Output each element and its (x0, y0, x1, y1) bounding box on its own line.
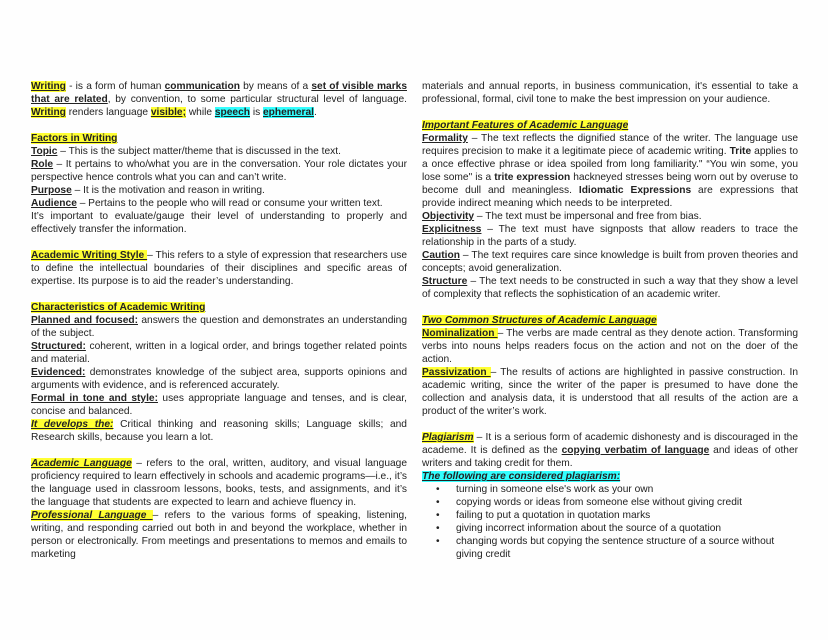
feature-explicitness: Explicitness – The text must have signposts that allow readers to trace the relationship in the parts of a study. (422, 224, 798, 248)
characteristic-formal: Formal in tone and style: uses appropriate language and tenses, and is clear, concise and balanced. (31, 393, 407, 417)
speech-term: speech (214, 107, 250, 118)
plagiarism-list (422, 483, 798, 561)
factor-purpose: Purpose – It is the motivation and reason in writing. (31, 185, 265, 196)
structure-nominalization: Nominalization – The verbs are made central as they denote action. Transforming verbs into nouns helps readers focus on the action and not on the doer of the action. (422, 328, 798, 365)
ephemeral-term: ephemeral (263, 107, 314, 118)
list-item: • turning in someone else's work as your own (456, 483, 798, 496)
writing-term-2: Writing (31, 107, 66, 118)
factor-topic: Topic – This is the subject matter/theme that is discussed in the text. (31, 146, 341, 157)
list-item: • giving incorrect information about the source of a quotation (456, 522, 798, 535)
list-item: • failing to put a quotation in quotation marks (456, 509, 798, 522)
visible-term: visible; (150, 107, 186, 118)
feature-objectivity: Objectivity – The text must be impersonal and free from bias. (422, 211, 702, 222)
features-heading: Important Features of Academic Language (422, 120, 629, 131)
factors-heading: Factors in Writing (31, 133, 118, 144)
communication-term: communication (164, 81, 240, 92)
characteristics-heading: Characteristics of Academic Writing (31, 302, 206, 313)
factor-role: Role – It pertains to who/what you are in the conversation. Your role dictates your perspective hence controls what you can and can’t write. (31, 159, 407, 183)
plagiarism-list-heading: The following are considered plagiarism: (422, 471, 621, 482)
factor-audience: Audience – Pertains to the people who will read or consume your written text. (31, 198, 383, 209)
plagiarism-definition: Plagiarism – It is a serious form of academic dishonesty and is discouraged in the academe. It is defined as the copying verbatim of language and ideas of other writers and taking credit for them. (422, 432, 798, 469)
professional-language: Professional Language – refers to the various forms of speaking, listening, writing, and responding carried out both in and beyond the workplace, whether in person or electronically. From meetings and presentations to memos and emails to marketing (31, 510, 407, 560)
right-column (422, 80, 798, 561)
structure-passivization: Passivization – The results of actions are highlighted in passive construction. In academic writing, since the writer of the paper is presumed to have done the collection and analysis data, it is understood that all results of the action are a product of the writer’s work. (422, 367, 798, 417)
characteristic-evidenced: Evidenced: demonstrates knowledge of the subject area, supports opinions and arguments with evidence, and is referenced accurately. (31, 367, 407, 391)
professional-language-continuation: materials and annual reports, in business communication, it's essential to take a professional, formal, civil tone to make the best impression on your audience. (422, 81, 798, 105)
structures-heading: Two Common Structures of Academic Language (422, 315, 657, 326)
characteristic-develops: It develops the: Critical thinking and reasoning skills; Language skills; and Research skills, because you learn a lot. (31, 419, 407, 443)
academic-writing-style: Academic Writing Style – This refers to a style of expression that researchers use to define the intellectual boundaries of their disciplines and specific areas of expertise. Its purpose is to aid the reader’s understanding. (31, 250, 407, 287)
list-item: • copying words or ideas from someone else without giving credit (456, 496, 798, 509)
feature-formality: Formality – The text reflects the dignified stance of the writer. The language use requires precision to make it a legitimate piece of academic writing. Trite applies to a once effective phrase or idea spoiled from long familiarity." “You win some, you lose some" is a trite expression hackneyed stresses being worn out by overuse to become dull and meaningless. Idiomatic Expressions are expressions that provide indirect meaning which needs to be interpreted. (422, 133, 799, 209)
factors-note: It’s important to evaluate/gauge their level of understanding to properly and effectively transfer the information. (31, 211, 407, 235)
characteristic-structured: Structured: coherent, written in a logical order, and brings together related points and material. (31, 341, 407, 365)
visible-marks-term: set of visible marks that are related (31, 81, 407, 105)
characteristic-planned: Planned and focused: answers the question and demonstrates an understanding of the subject. (31, 315, 407, 339)
writing-definition: Writing - is a form of human communication by means of a set of visible marks that are related, by convention, to some particular structural level of language. Writing renders language visible; while speech is ephemeral. (31, 81, 407, 118)
list-item: • changing words but copying the sentence structure of a source without giving credit (456, 535, 798, 561)
writing-term: Writing (31, 81, 66, 92)
feature-structure: Structure – The text needs to be constructed in such a way that they show a level of complexity that reflects the sophistication of an academic writer. (422, 276, 798, 300)
left-column (31, 80, 407, 561)
academic-language: Academic Language – refers to the oral, written, auditory, and visual language proficiency required to learn effectively in schools and academic programs—i.e., it’s the language used in classroom lessons, books, tests, and assignments, and it’s the language that students are expected to learn and achieve fluency in. (31, 458, 408, 508)
feature-caution: Caution – The text requires care since knowledge is built from proven theories and concepts; avoid generalization. (422, 250, 798, 274)
